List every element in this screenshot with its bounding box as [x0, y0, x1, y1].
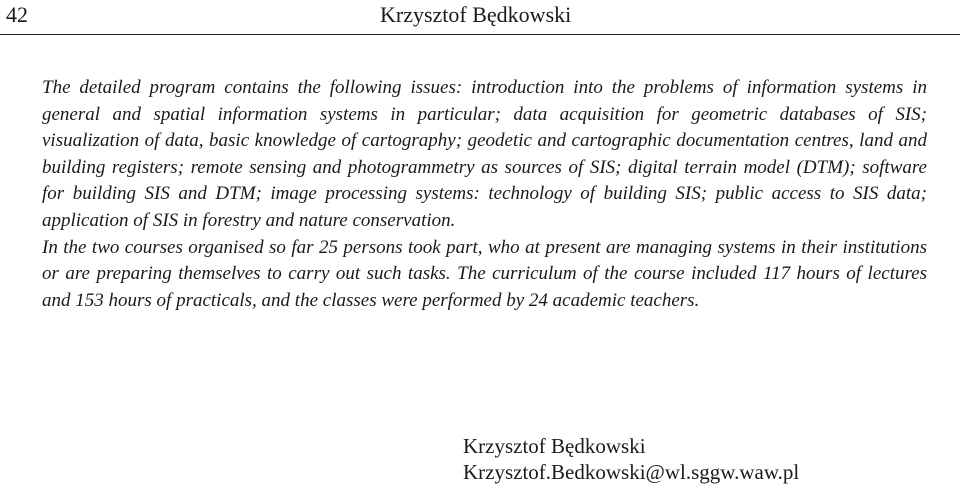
author-name: Krzysztof Będkowski	[463, 434, 646, 458]
page-number: 42	[6, 2, 28, 27]
body-paragraph: In the two courses organised so far 25 persons took part, who at present are managing systems in their institutions or are preparing themselves to carry out such tasks. The curriculum of the course included 117 hours of lectures and 153 hours of practicals, and the classes were performed by 24 academic teachers.	[42, 236, 927, 311]
author-email: Krzysztof.Bedkowski@wl.sggw.waw.pl	[463, 460, 800, 484]
running-head: Krzysztof Będkowski	[380, 2, 572, 27]
article-body	[42, 75, 927, 314]
author-block	[463, 433, 799, 485]
body-paragraph: The detailed program contains the following issues: introduction into the problems of information systems in general and spatial information systems in particular; data acquisition for geometric databases of SIS; visualization of data, basic knowledge of cartography; geodetic and cartographic documentation centres, land and building registers; remote sensing and photogrammetry as sources of SIS; digital terrain model (DTM); software for building SIS and DTM; image processing systems: technology of building SIS; public access to SIS data; application of SIS in forestry and nature conservation.	[42, 77, 927, 231]
page-header	[0, 0, 960, 35]
